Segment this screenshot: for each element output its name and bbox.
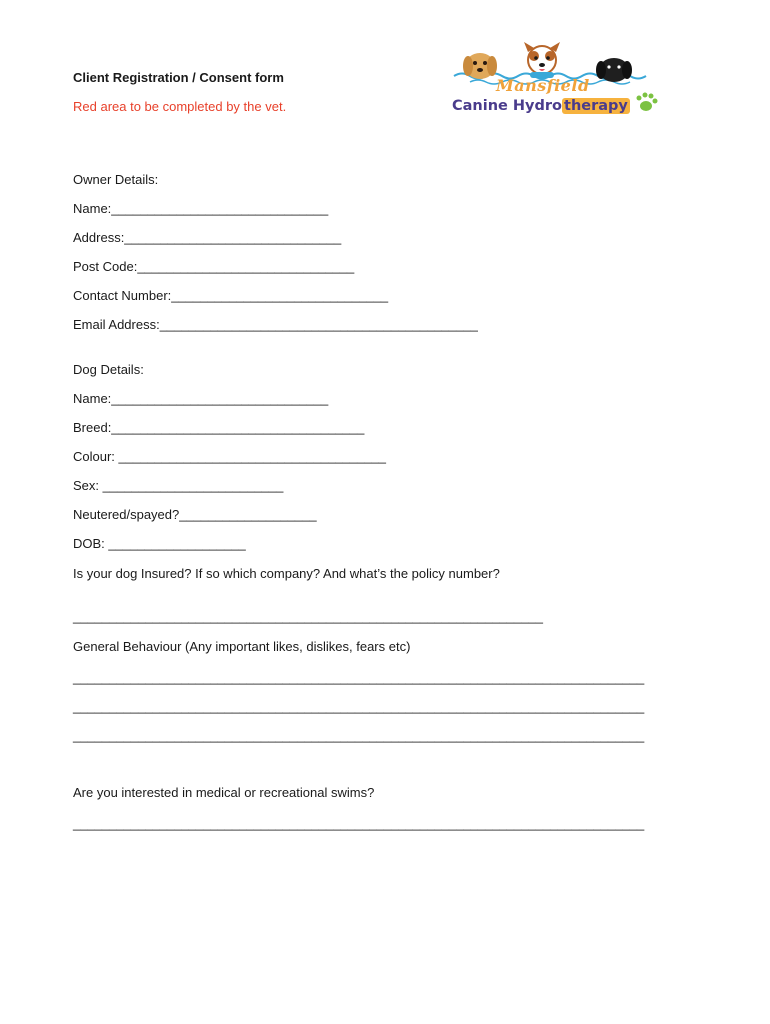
logo-word-mansfield: Mansfield: [496, 76, 590, 95]
logo-word-highlight: therapy: [564, 98, 628, 114]
dog-breed-field[interactable]: Breed:___________________________________: [73, 420, 365, 435]
swims-question: Are you interested in medical or recreational swims?: [73, 785, 375, 800]
owner-name-field[interactable]: Name:______________________________: [73, 201, 329, 216]
dog-colour-field[interactable]: Colour: _____________________________________: [73, 449, 387, 464]
logo-word-main: Canine Hydro: [452, 98, 563, 114]
dog-dob-field[interactable]: DOB: ___________________: [73, 536, 246, 551]
dog-sex-field[interactable]: Sex: _________________________: [73, 478, 284, 493]
behaviour-question: General Behaviour (Any important likes, dislikes, fears etc): [73, 639, 411, 654]
owner-address-field[interactable]: Address:______________________________: [73, 230, 342, 245]
owner-contact-field[interactable]: Contact Number:______________________________: [73, 288, 389, 303]
behaviour-answer-line-1[interactable]: _______________________________________________________________________________: [73, 670, 645, 685]
logo-word-canine-hydrotherapy: [452, 98, 630, 114]
insurance-answer-line[interactable]: _________________________________________________________________: [73, 609, 543, 624]
owner-details-heading: Owner Details:: [73, 172, 159, 187]
owner-email-field[interactable]: Email Address:____________________________________________: [73, 317, 478, 332]
vet-note: Red area to be completed by the vet.: [73, 99, 287, 114]
behaviour-answer-line-2[interactable]: _______________________________________________________________________________: [73, 699, 645, 714]
behaviour-answer-line-3[interactable]: _______________________________________________________________________________: [73, 728, 645, 743]
owner-postcode-field[interactable]: Post Code:______________________________: [73, 259, 355, 274]
insurance-question: Is your dog Insured? If so which company? And what’s the policy number?: [73, 566, 500, 581]
dog-neutered-field[interactable]: Neutered/spayed?___________________: [73, 507, 317, 522]
swims-answer-line[interactable]: _______________________________________________________________________________: [73, 816, 645, 831]
mansfield-canine-hydrotherapy-logo: [446, 40, 662, 126]
dog-name-field[interactable]: Name:______________________________: [73, 391, 329, 406]
dog-details-heading: Dog Details:: [73, 362, 144, 377]
form-title: Client Registration / Consent form: [73, 70, 284, 85]
